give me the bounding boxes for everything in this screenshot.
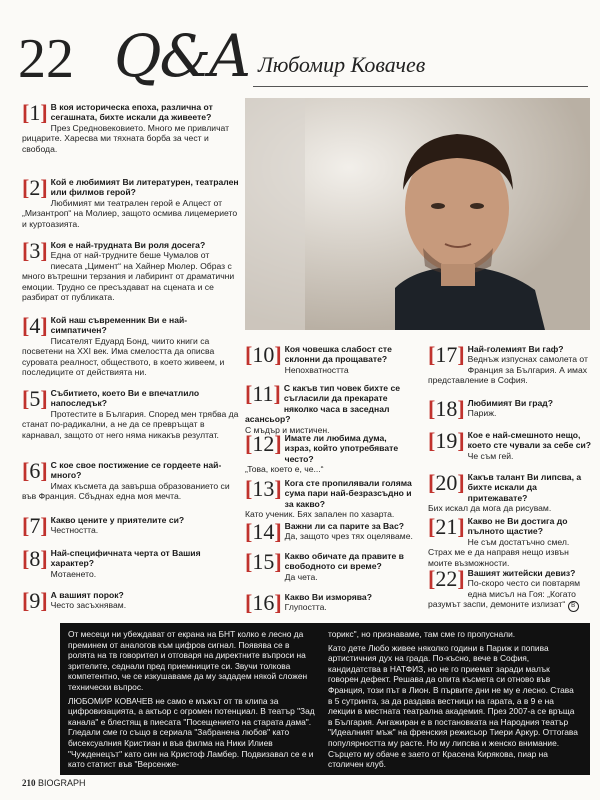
qa-question: В коя историческа епоха, различна от сегашната, бихте искали да живеете? xyxy=(50,102,213,123)
qa-number: [9] xyxy=(22,588,48,613)
qa-number: [18] xyxy=(428,396,465,421)
qa-item-4 xyxy=(22,315,242,377)
qa-answer: С мъдър и мистичен. xyxy=(245,424,330,435)
qa-item-10 xyxy=(245,344,415,375)
qa-item-11 xyxy=(245,383,415,435)
qa-question: Кой наш съвременник Ви е най-симпатичен? xyxy=(50,315,188,336)
intro-paragraph: ЛЮБОМИР КОВАЧЕВ не само е мъжът от тв клипа за цифровизацията, а актьор с огромен потенциал. В театър "Зад канала" е блестящ в пиесата "Посещението на старата дама". Гледали сме го също в сериала "Забранена любов" като бисексуалния Кристиан и във филма на Ники Илиев "Чужденецът" като син на Кристоф Ламбер. Подвизавал се е и като статист във "Версенже- xyxy=(68,695,315,770)
header-rule xyxy=(253,86,588,87)
qa-question: Важни ли са парите за Вас? xyxy=(284,521,404,531)
qa-item-15 xyxy=(245,551,415,582)
qa-question: Вашият житейски девиз? xyxy=(467,568,576,578)
qa-item-13 xyxy=(245,478,415,520)
header-name: Любомир Ковачев xyxy=(258,52,426,77)
qa-item-9 xyxy=(22,590,242,612)
portrait-photo-icon xyxy=(245,98,590,330)
qa-answer: Париж. xyxy=(467,408,497,419)
qa-item-22 xyxy=(428,568,592,612)
portrait-photo xyxy=(245,98,590,330)
qa-question: Кое е най-смешното нещо, което сте чували за себе си? xyxy=(467,430,592,451)
qa-answer: Протестите в България. Според мен трябва да станат по-радикални, а не да се превръщат в карнавал, защото от него няма никакъв резултат. xyxy=(22,408,239,440)
qa-number: [3] xyxy=(22,238,48,263)
qa-answer: Писателят Едуард Бонд, чиито книги са посветени на XXI век. Има смелостта да описва суровата реалност, обществото, в което живеем, и последиците от действията ни. xyxy=(22,335,225,378)
qa-question: Най-големият Ви гаф? xyxy=(467,344,564,354)
qa-question: Кой е любимият Ви литературен, театрален или филмов герой? xyxy=(50,177,239,198)
qa-item-2 xyxy=(22,177,242,229)
intro-paragraph: От месеци ни убеждават от екрана на БНТ колко е лесно да преминем от аналогов към цифров сигнал. Появява се в ролята на тв говорител и отговаря на директните въпроси на зрителите, седнали пред приемниците си. Звучи толкова компетентно, че се изкушаваме да му зададем някой сложен технически въпрос. xyxy=(68,629,308,692)
qa-answer: Веднъж изпуснах самолета от Франция за България. А имах представление в София. xyxy=(428,354,588,386)
qa-item-8 xyxy=(22,548,242,579)
qa-number: [20] xyxy=(428,470,465,495)
page-footer xyxy=(22,778,86,788)
intro-paragraph: Като дете Любо живее няколко години в Париж и попива артистичния дух на града. По-късно, вече в София, кандидатства в НАТФИЗ, но не го приемат заради малък говорен дефект. Решава да опита късмета си отново във Франция, този път в Лион. В първите дни не му е лесно. Става в 5 сутринта, за да раздава вестници на гарата, а в 9 е на лекции в местната театрална академия. През 2007-а се връща в България. Ангажиран е в постановката на Народния театър "Идеалният мъж" на френския режисьор Тиери Аркур. Оттогава популярността му расте. Но му липсва и женско внимание. Сърцето му обаче е заето от Красена Кирякова, пиар на столичен клуб. xyxy=(328,642,578,770)
intro-paragraph: торикс", но признаваме, там сме го пропуснали. xyxy=(328,629,516,639)
qa-number: [22] xyxy=(428,566,465,591)
qa-number: [4] xyxy=(22,313,48,338)
qa-answer: Любимият ми театрален герой е Алцест от „Мизантроп“ на Молиер, защото осмива лицемерието и куртоазията. xyxy=(22,197,238,229)
qa-question: Какъв талант Ви липсва, а бихте искали да притежавате? xyxy=(467,472,582,503)
qa-answer: Честността. xyxy=(50,525,99,536)
qa-answer: Непохватността xyxy=(284,364,349,375)
qa-number: [16] xyxy=(245,590,282,615)
qa-number: [19] xyxy=(428,428,465,453)
qa-question: Какво Ви изморява? xyxy=(284,592,372,602)
intro-right-column xyxy=(328,629,578,773)
qa-number: [12] xyxy=(245,431,282,456)
qa-answer: Да чета. xyxy=(284,571,318,582)
qa-question: Коя човешка слабост сте склонни да прощавате? xyxy=(284,344,392,365)
qa-number: [21] xyxy=(428,514,465,539)
qa-number: [6] xyxy=(22,458,48,483)
qa-item-20 xyxy=(428,472,592,514)
qa-item-18 xyxy=(428,398,592,420)
page-number: 210 xyxy=(22,778,36,788)
intro-box xyxy=(60,623,590,775)
end-mark-icon: B xyxy=(568,601,579,612)
qa-question: Събитието, което Ви е впечатлило напоследък? xyxy=(50,388,200,409)
magazine-name: BIOGRAPH xyxy=(38,778,86,788)
header-number: 22 xyxy=(18,28,74,90)
qa-number: [2] xyxy=(22,175,48,200)
header-qa: Q&A xyxy=(114,22,250,90)
qa-question: Най-специфичната черта от Вашия характер? xyxy=(50,548,201,569)
qa-number: [5] xyxy=(22,386,48,411)
qa-number: [11] xyxy=(245,381,281,406)
intro-left-column xyxy=(68,629,318,773)
qa-question: Какво обичате да правите в свободното си време? xyxy=(284,551,404,572)
qa-item-16 xyxy=(245,592,415,614)
qa-number: [15] xyxy=(245,549,282,574)
qa-item-5 xyxy=(22,388,242,440)
qa-number: [13] xyxy=(245,476,282,501)
qa-answer: Мотаенето. xyxy=(50,568,97,579)
qa-question: А вашият порок? xyxy=(50,590,124,600)
qa-question: С кое свое постижение се гордеете най-много? xyxy=(50,460,222,481)
qa-number: [1] xyxy=(22,100,48,125)
qa-answer: Често засъхнявам. xyxy=(50,600,127,611)
qa-question: Коя е най-трудната Ви роля досега? xyxy=(50,240,206,250)
qa-number: [8] xyxy=(22,546,48,571)
qa-answer: Че съм гей. xyxy=(467,450,514,461)
qa-item-17 xyxy=(428,344,592,386)
qa-answer: През Средновековието. Много ме привличат рицарите. Харесва ми тяхната борба за чест и свобода. xyxy=(22,122,230,154)
qa-answer: Бих искал да мога да рисувам. xyxy=(428,503,552,514)
qa-answer: Да, защото чрез тях оцеляваме. xyxy=(284,531,413,542)
qa-item-21 xyxy=(428,516,592,568)
qa-answer: Глупостта. xyxy=(284,602,327,613)
qa-answer: Не съм достатъчно смел. Страх ме е да направя нещо извън моите възможности. xyxy=(428,536,570,568)
qa-item-7 xyxy=(22,515,242,537)
qa-answer: Като ученик. Бях запален по хазарта. xyxy=(245,509,395,520)
qa-number: [14] xyxy=(245,519,282,544)
qa-question: Какво цените у приятелите си? xyxy=(50,515,185,525)
qa-answer: По-скоро често си повтарям една мисъл на Гоя: „Когато разумът заспи, демоните излизат“ B xyxy=(428,578,592,612)
qa-answer: „Това, което е, че...“ xyxy=(245,464,324,475)
article-header xyxy=(18,22,588,98)
qa-answer: Имах късмета да завърша образованието си във Франция. Сбъднах една моя мечта. xyxy=(22,480,230,502)
qa-item-14 xyxy=(245,521,415,543)
qa-question: Кога сте пропилявали голяма сума пари най-безразсъдно и за какво? xyxy=(284,478,412,509)
qa-number: [7] xyxy=(22,513,48,538)
qa-question: С какъв тип човек бихте се съгласили да прекарате няколко часа в заседнал асансьор? xyxy=(245,383,401,425)
qa-question: Имате ли любима дума, израз, който употребявате често? xyxy=(284,433,399,464)
qa-item-1 xyxy=(22,102,242,154)
qa-number: [10] xyxy=(245,342,282,367)
qa-answer: Една от най-трудните беше Чумалов от пиесата „Цимент“ на Хайнер Мюлер. Образ с много вътрешни терзания и лабиринт от драматични емоции. Трудно се пресъздават на сцената и се разбират от публиката. xyxy=(22,250,235,303)
qa-item-3 xyxy=(22,240,242,302)
qa-number: [17] xyxy=(428,342,465,367)
qa-item-6 xyxy=(22,460,242,502)
qa-item-19 xyxy=(428,430,592,461)
qa-question: Любимият Ви град? xyxy=(467,398,553,408)
qa-item-12 xyxy=(245,433,415,475)
qa-question: Какво не Ви достига до пълното щастие? xyxy=(467,516,568,537)
